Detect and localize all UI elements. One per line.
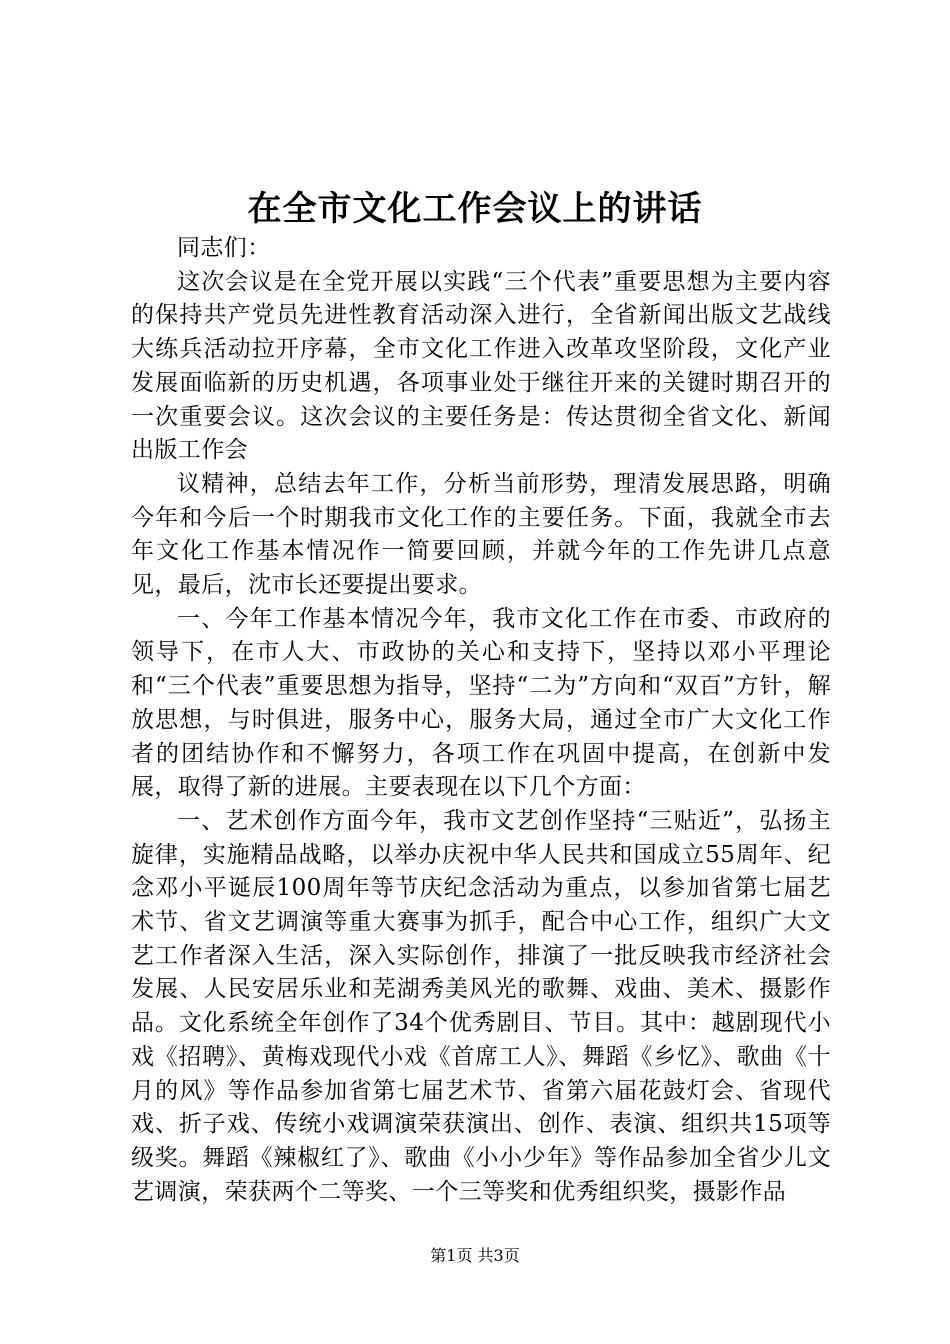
paragraph-3: 一、今年工作基本情况今年，我市文化工作在市委、市政府的领导下，在市人大、市政协的关心和支持下，坚持以邓小平理论和“三个代表”重要思想为指导，坚持“二为”方向和“双百”方针，解放思想，与时俱进，服务中心，服务大局，通过全市广大文化工作者的团结协作和不懈努力，各项工作在巩固中提高，在创新中发展，取得了新的进展。主要表现在以下几个方面：: [131, 605, 831, 801]
paragraph-4: 一、艺术创作方面今年，我市文艺创作坚持“三贴近”，弘扬主旋律，实施精品战略，以举办庆祝中华人民共和国成立55周年、纪念邓小平诞辰100周年等节庆纪念活动为重点，以参加省第七届艺术节、省文艺调演等重大赛事为抓手，配合中心工作，组织广大文艺工作者深入生活，深入实际创作，排演了一批反映我市经济社会发展、人民安居乐业和芜湖秀美风光的歌舞、戏曲、美术、摄影作品。文化系统全年创作了34个优秀剧目、节目。其中：越剧现代小戏《招聘》、黄梅戏现代小戏《首席工人》、舞蹈《乡忆》、歌曲《十月的风》等作品参加省第七届艺术节、省第六届花鼓灯会、省现代戏、折子戏、传统小戏调演荣获演出、创作、表演、组织共15项等级奖。舞蹈《辣椒红了》、歌曲《小小少年》等作品参加全省少儿文艺调演，荣获两个二等奖、一个三等奖和优秀组织奖，摄影作品: [131, 807, 831, 1205]
paragraph-2: 议精神，总结去年工作，分析当前形势，理清发展思路，明确今年和今后一个时期我市文化工作的主要任务。下面，我就全市去年文化工作基本情况作一简要回顾，并就今年的工作先讲几点意见，最后，沈市长还要提出要求。: [131, 470, 831, 599]
document-body: [131, 232, 831, 1209]
page-number-footer: 第1页 共3页: [430, 1246, 520, 1265]
salutation: 同志们：: [177, 235, 271, 261]
document-title: 在全市文化工作会议上的讲话: [247, 189, 703, 229]
paragraph-1: 这次会议是在全党开展以实践“三个代表”重要思想为主要内容的保持共产党员先进性教育活动深入进行，全省新闻出版文艺战线大练兵活动拉开序幕，全市文化工作进入改革攻坚阶段，文化产业发展面临新的历史机遇，各项事业处于继往开来的关键时期召开的一次重要会议。这次会议的主要任务是：传达贯彻全省文化、新闻出版工作会: [131, 268, 831, 464]
